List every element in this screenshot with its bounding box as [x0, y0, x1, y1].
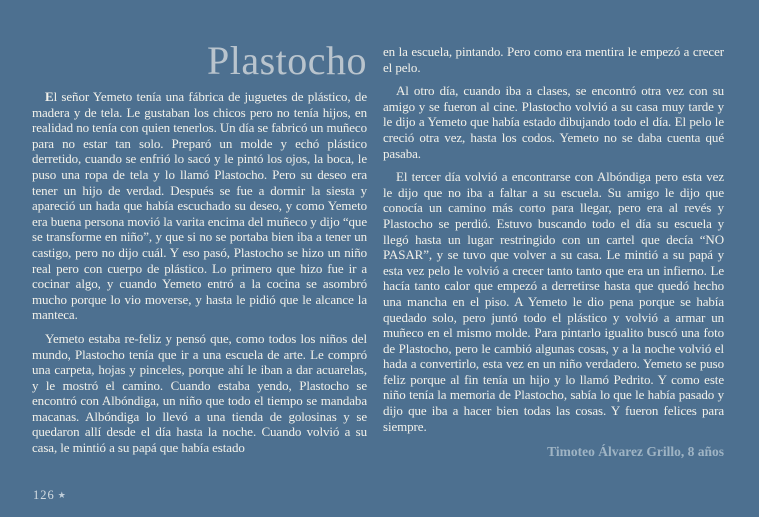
right-column	[383, 44, 724, 460]
story-paragraph-1: El señor Yemeto tenía una fábrica de juguetes de plástico, de madera y de tela. Le gustaban los chicos pero no tenía hijos, en realidad no tenía con quien tenerlos. Un día se fabricó un muñeco para no estar tan solo. Preparó un molde y echó plástico derretido, cuando se enfrió lo sacó y le pintó los ojos, la boca, le puso una ropa de tela y lo llamó Plastocho. Pero su deseo era tener un hijo de verdad. Después se fue a dormir la siesta y apareció un hada que había escuchado su deseo, y como Yemeto era buena persona movió la varita encima del muñeco y dijo “que se transforme en niño”, y que si no se portaba bien iba a tener un castigo, pero no dijo cuál. Y eso pasó, Plastocho se hizo un niño real pero con cuerpo de plástico. Lo primero que hizo fue ir a cocinar algo, y cuando Yemeto entró a la cocina se asombró mucho porque lo vio moverse, y hasta le pidió que le alcance la manteca.	[32, 89, 367, 323]
page-number-value: 126	[33, 488, 55, 502]
page-number	[33, 488, 67, 502]
story-paragraph-2-continued: en la escuela, pintando. Pero como era mentira le empezó a crecer el pelo.	[383, 44, 724, 75]
story-paragraph-3: Al otro día, cuando iba a clases, se encontró otra vez con su amigo y se fueron al cine. Plastocho volvió a su casa muy tarde y le dijo a Yemeto que había estado dibujando todo el día. El pelo le creció otra vez, hasta los codos. Yemeto no se daba cuenta qué pasaba.	[383, 83, 724, 161]
story-title: Plastocho	[206, 38, 367, 83]
author-attribution: Timoteo Álvarez Grillo, 8 años	[547, 444, 724, 460]
story-paragraph-4: El tercer día volvió a encontrarse con Albóndiga pero esta vez le dijo que no iba a faltar a su escuela. Su amigo le dijo que conocía un camino más corto para llegar, pero era al revés y Plastocho se perdió. Estuvo buscando todo el día su escuela y llegó hasta un lugar restringido con un cartel que decía “NO PASAR”, y se tuvo que volver a su casa. Le mintió a su papá y esta vez pelo le volvió a crecer tanto tanto que era un infierno. Le hacía tanto calor que empezó a derretirse hasta que quedó hecho una mancha en el piso. A Yemeto le dio pena porque se había quedado solo, pero juntó todo el plástico y volvió a armar un muñeco en el mismo molde. Para pintarlo igualito buscó una foto de Plastocho, pero le cambió algunas cosas, y a la noche volvió el hada a convertirlo, esta vez en un niño verdadero. Yemeto se puso feliz porque al fin tenía un hijo y lo llamó Pedrito. Y como este niño tenía la memoria de Plastocho, sabía lo que le había pasado y dijo que iba a hacer bien todas las cosas. Y fueron felices para siempre.	[383, 169, 724, 434]
left-column	[32, 40, 367, 456]
story-paragraph-2: Yemeto estaba re-feliz y pensó que, como todos los niños del mundo, Plastocho tenía que ir a una escuela de arte. Le compró una carpeta, hojas y pinceles, porque ahí le iban a dar acuarelas, y le mostró el camino. Cuando estaba yendo, Plastocho se encontró con Albóndiga, un niño que todo el tiempo se mandaba macanas. Albóndiga lo llevó a una tienda de golosinas y se quedaron allí desde el día hasta la noche. Cuando volvió a su casa, le mintió a su papá que había estado	[32, 330, 367, 456]
star-icon: ★	[57, 490, 67, 500]
